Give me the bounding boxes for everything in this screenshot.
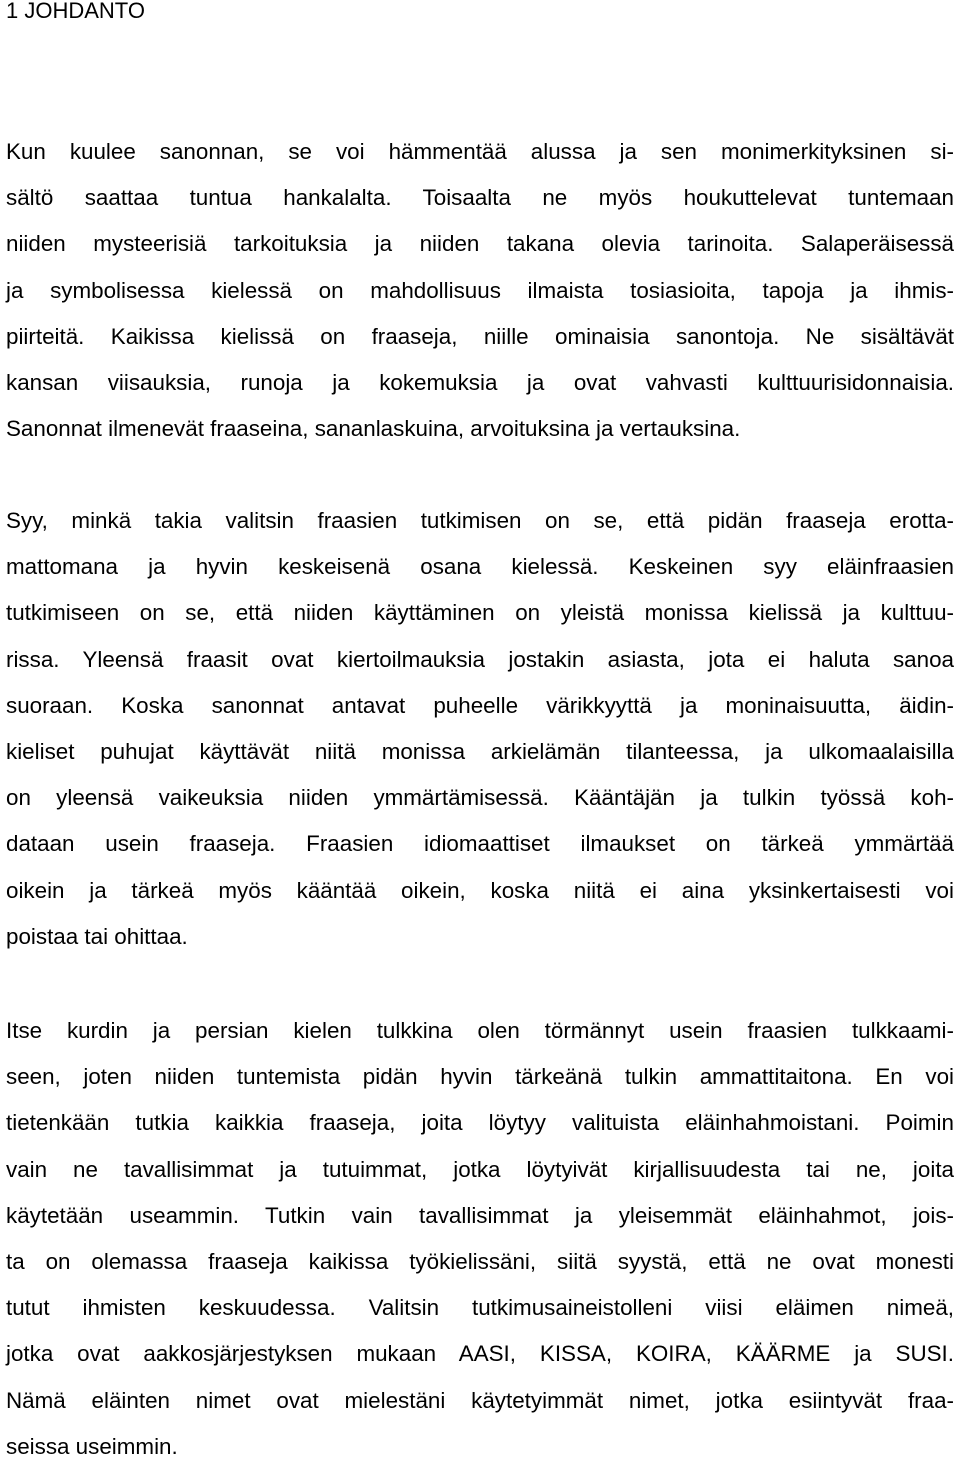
paragraph-1 — [6, 129, 954, 452]
paragraph-line: Kun kuulee sanonnan, se voi hämmentää alussa ja sen monimerkityksinen si- — [6, 139, 954, 164]
paragraph-line: niiden mysteerisiä tarkoituksia ja niiden takana olevia tarinoita. Salaperäisessä — [6, 231, 954, 257]
paragraph-line: poistaa tai ohittaa. — [6, 923, 188, 949]
paragraph-line: mattomana ja hyvin keskeisenä osana kielessä. Keskeinen syy eläinfraasien — [6, 554, 954, 580]
paragraph-line: dataan usein fraaseja. Fraasien idiomaattiset ilmaukset on tärkeä ymmärtää — [6, 831, 954, 857]
paragraph-line: Itse kurdin ja persian kielen tulkkina olen törmännyt usein fraasien tulkkaami- — [6, 1018, 954, 1043]
paragraph-line: seen, joten niiden tuntemista pidän hyvin tärkeänä tulkin ammattitaitona. En voi — [6, 1064, 954, 1090]
paragraph-line: ta on olemassa fraaseja kaikissa työkielissäni, siitä syystä, että ne ovat monesti — [6, 1248, 954, 1274]
paragraph-line: piirteitä. Kaikissa kielissä on fraaseja, niille ominaisia sanontoja. Ne sisältävät — [6, 323, 954, 349]
paragraph-line: sältö saattaa tuntua hankalalta. Toisaalta ne myös houkuttelevat tuntemaan — [6, 185, 954, 211]
paragraph-line: kansan viisauksia, runoja ja kokemuksia ja ovat vahvasti kulttuurisidonnaisia. — [6, 369, 954, 395]
paragraph-2 — [6, 498, 954, 960]
paragraph-line: oikein ja tärkeä myös kääntää oikein, koska niitä ei aina yksinkertaisesti voi — [6, 877, 954, 903]
paragraph-line: ja symbolisessa kielessä on mahdollisuus ilmaista tosiasioita, tapoja ja ihmis- — [6, 277, 954, 303]
paragraph-line: tietenkään tutkia kaikkia fraaseja, joita löytyy valituista eläinhahmoistani. Poimin — [6, 1110, 954, 1136]
paragraph-line: Sanonnat ilmenevät fraaseina, sananlaskuina, arvoituksina ja vertauksina. — [6, 416, 741, 442]
paragraph-line: seissa useimmin. — [6, 1433, 178, 1459]
paragraph-line: jotka ovat aakkosjärjestyksen mukaan AASI, KISSA, KOIRA, KÄÄRME ja SUSI. — [6, 1341, 954, 1367]
paragraph-line: käytetään useammin. Tutkin vain tavallisimmat ja yleisemmät eläinhahmot, jois- — [6, 1202, 954, 1228]
paragraph-line: Nämä eläinten nimet ovat mielestäni käytetyimmät nimet, jotka esiintyvät fraa- — [6, 1387, 954, 1413]
paragraph-line: on yleensä vaikeuksia niiden ymmärtämisessä. Kääntäjän ja tulkin työssä koh- — [6, 785, 954, 811]
paragraph-line: vain ne tavallisimmat ja tutuimmat, jotka löytyivät kirjallisuudesta tai ne, joita — [6, 1156, 954, 1182]
paragraph-3 — [6, 1008, 954, 1470]
paragraph-line: tutkimiseen on se, että niiden käyttäminen on yleistä monissa kielissä ja kulttuu- — [6, 600, 954, 626]
chapter-heading: 1 JOHDANTO — [6, 0, 145, 23]
paragraph-line: kieliset puhujat käyttävät niitä monissa arkielämän tilanteessa, ja ulkomaalaisilla — [6, 738, 954, 764]
paragraph-line: rissa. Yleensä fraasit ovat kiertoilmauksia jostakin asiasta, jota ei haluta sanoa — [6, 646, 954, 672]
paragraph-line: tutut ihmisten keskuudessa. Valitsin tutkimusaineistolleni viisi eläimen nimeä, — [6, 1295, 954, 1321]
paragraph-line: Syy, minkä takia valitsin fraasien tutkimisen on se, että pidän fraaseja erotta- — [6, 508, 954, 533]
paragraph-line: suoraan. Koska sanonnat antavat puheelle värikkyyttä ja moninaisuutta, äidin- — [6, 692, 954, 718]
